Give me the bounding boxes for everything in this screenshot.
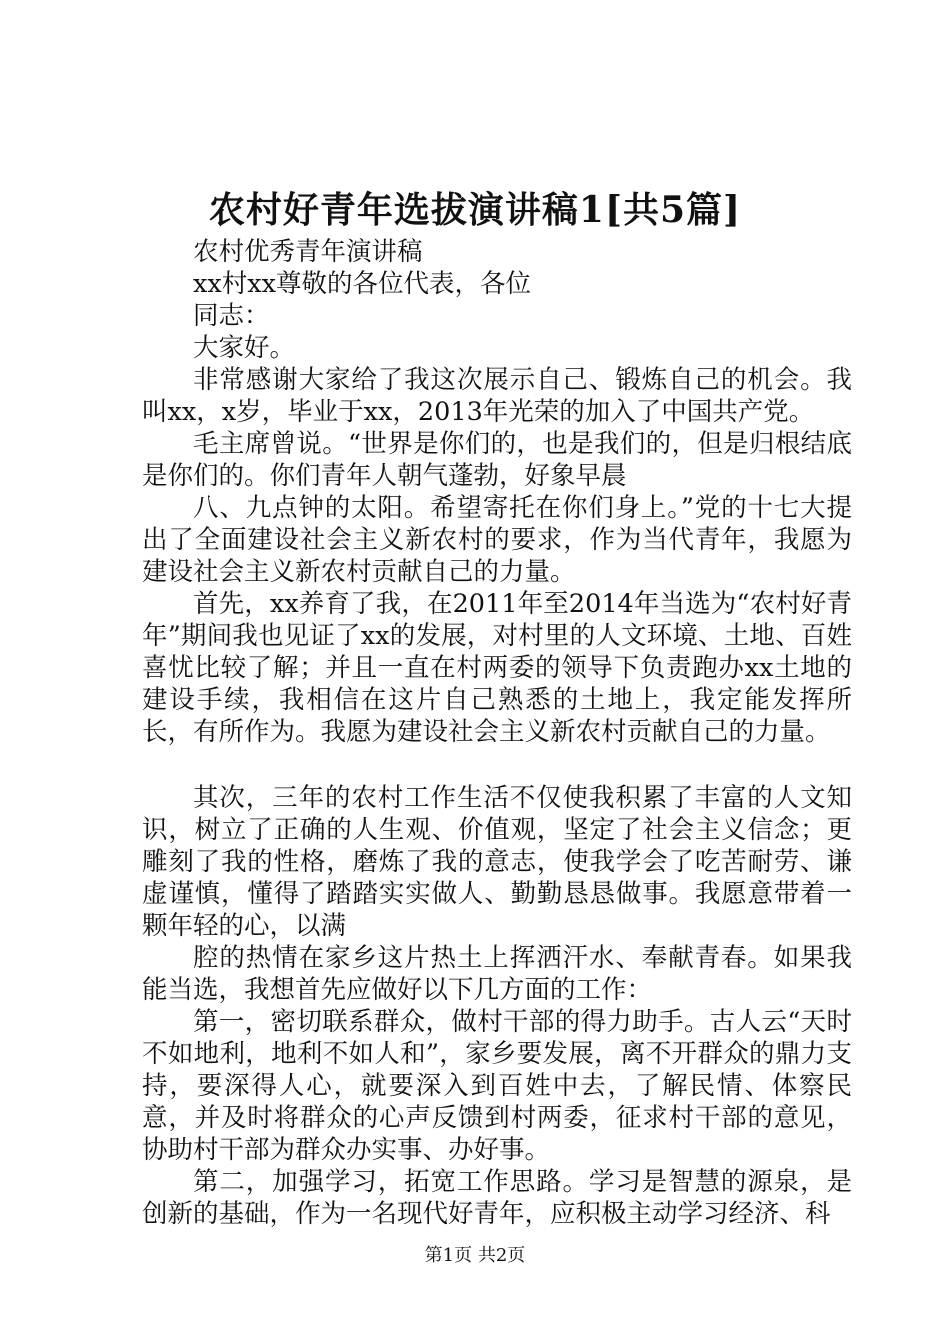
document-title: 农村好青年选拔演讲稿1[共5篇] <box>208 189 742 231</box>
paragraph: 第一，密切联系群众，做村干部的得力助手。古人云“天时不如地利，地利不如人和”，家乡要发展，离不开群众的鼎力支持，要深得人心，就要深入到百姓中去，了解民情、体察民意，并及时将群众的心声反馈到村两委，征求村干部的意见，协助村干部为群众办实事、办好事。 <box>142 1007 852 1165</box>
paragraph: 其次，三年的农村工作生活不仅使我积累了丰富的人文知识，树立了正确的人生观、价值观，坚定了社会主义信念；更雕刻了我的性格，磨炼了我的意志，使我学会了吃苦耐劳、谦虚谨慎，懂得了踏踏实实做人、勤勤恳恳做事。我愿意带着一颗年轻的心，以满 <box>142 783 852 941</box>
paragraph: 同志： <box>193 301 270 331</box>
paragraph: 首先，xx养育了我，在2011年至2014年当选为“农村好青年”期间我也见证了xx的发展，对村里的人文环境、土地、百姓喜忧比较了解；并且一直在村两委的领导下负责跑办xx土地的建设手续，我相信在这片自己熟悉的土地上，我定能发挥所长，有所作为。我愿为建设社会主义新农村贡献自己的力量。 <box>142 589 852 747</box>
document-body <box>142 236 852 1230</box>
paragraph: 腔的热情在家乡这片热土上挥洒汗水、奉献青春。如果我能当选，我想首先应做好以下几方面的工作： <box>142 943 852 1005</box>
paragraph: 农村优秀青年演讲稿 <box>193 237 423 267</box>
paragraph: 大家好。 <box>193 333 296 363</box>
page-number-footer: 第1页 共2页 <box>424 1245 526 1266</box>
paragraph: 八、九点钟的太阳。希望寄托在你们身上。”党的十七大提出了全面建设社会主义新农村的要求，作为当代青年，我愿为建设社会主义新农村贡献自己的力量。 <box>142 493 852 587</box>
paragraph: 第二，加强学习，拓宽工作思路。学习是智慧的源泉，是创新的基础，作为一名现代好青年，应积极主动学习经济、科 <box>142 1167 852 1229</box>
paragraph: 非常感谢大家给了我这次展示自己、锻炼自己的机会。我叫xx，x岁，毕业于xx，2013年光荣的加入了中国共产党。 <box>142 365 852 427</box>
paragraph: 毛主席曾说。“世界是你们的，也是我们的，但是归根结底是你们的。你们青年人朝气蓬勃，好象早晨 <box>142 429 852 491</box>
paragraph: xx村xx尊敬的各位代表，各位 <box>193 269 532 299</box>
